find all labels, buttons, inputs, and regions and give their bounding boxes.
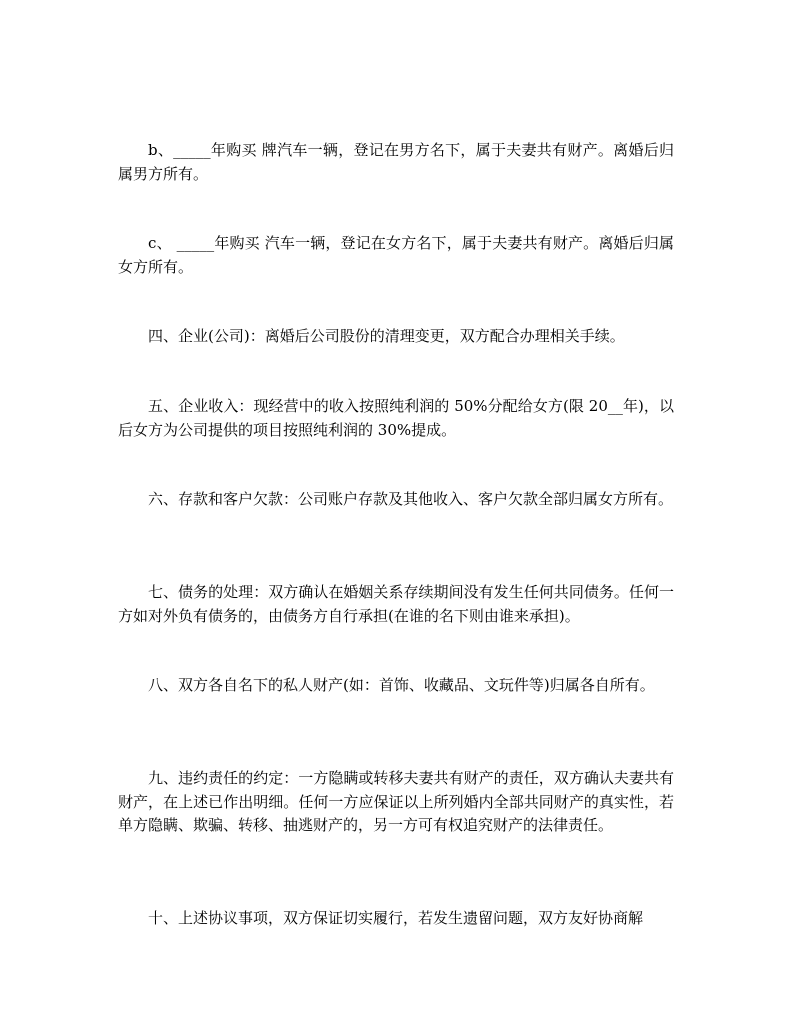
paragraph-debts: 七、债务的处理：双方确认在婚姻关系存续期间没有发生任何共同债务。任何一方如对外负有债务的，由债务方自行承担(在谁的名下则由谁来承担)。 <box>118 583 674 625</box>
paragraph-private-property: 八、双方各自名下的私人财产(如：首饰、收藏品、文玩件等)归属各自所有。 <box>148 676 655 694</box>
paragraph-car-male: b、_____年购买 牌汽车一辆，登记在男方名下，属于夫妻共有财产。离婚后归属男方所有。 <box>118 141 674 183</box>
paragraph-enterprise: 四、企业(公司)：离婚后公司股份的清理变更，双方配合办理相关手续。 <box>148 327 625 345</box>
paragraph-enterprise-income: 五、企业收入：现经营中的收入按照纯利润的 50%分配给女方(限 20__年)，以后女方为公司提供的项目按照纯利润的 30%提成。 <box>118 397 674 439</box>
paragraph-liability: 九、违约责任的约定：一方隐瞒或转移夫妻共有财产的责任，双方确认夫妻共有财产，在上述已作出明细。任何一方应保证以上所列婚内全部共同财产的真实性，若单方隐瞒、欺骗、转移、抽逃财产的，另一方可有权追究财产的法律责任。 <box>118 769 674 834</box>
paragraph-deposits: 六、存款和客户欠款：公司账户存款及其他收入、客户欠款全部归属女方所有。 <box>148 490 674 508</box>
paragraph-car-female: c、 _____年购买 汽车一辆，登记在女方名下，属于夫妻共有财产。离婚后归属女方所有。 <box>118 234 674 276</box>
paragraph-agreement: 十、上述协议事项，双方保证切实履行，若发生遗留问题，双方友好协商解 <box>148 909 644 927</box>
